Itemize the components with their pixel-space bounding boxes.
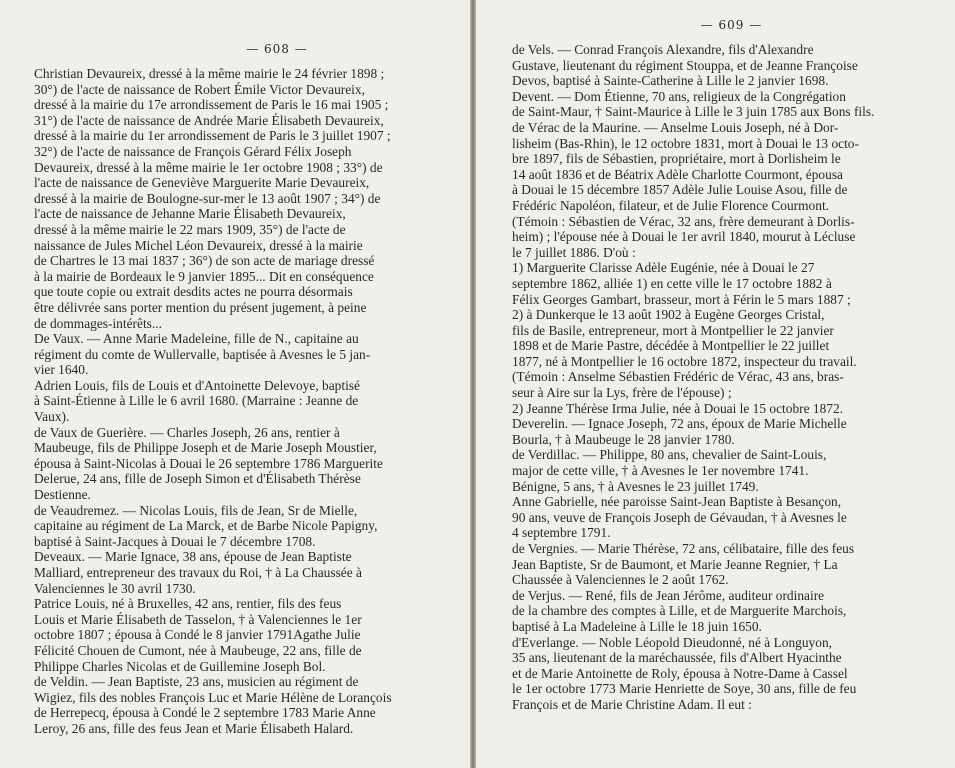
right-text-line: fils de Basile, entrepreneur, mort à Montpellier le 22 janvier [512, 322, 834, 338]
left-text-line: naissance de Jules Michel Léon Devaureix, dressé à la mairie [34, 237, 363, 253]
right-text-line: de Vergnies. — Marie Thérèse, 72 ans, célibataire, fille des feus [512, 541, 855, 556]
right-text-line: de Verjus. — René, fils de Jean Jérôme, auditeur ordinaire [512, 587, 825, 603]
right-text-line: de Saint-Maur, † Saint-Maurice à Lille le 3 juin 1785 aux Bons fils. [512, 104, 875, 120]
right-page-number: — 609 — [700, 18, 763, 32]
right-text-line: septembre 1862, alliée 1) en cette ville le 17 octobre 1882 à [512, 275, 832, 291]
left-text-line: Vaux). [34, 409, 70, 425]
left-text-line: Christian Devaureix, dressé à la même mairie le 24 février 1898 ; [34, 66, 385, 81]
left-text-line: dressé à la mairie du 1er arrondissement de Paris le 3 juillet 1907 ; [34, 128, 391, 144]
right-text-line: de Vérac de la Maurine. — Anselme Louis Joseph, né à Dor- [512, 119, 839, 135]
right-text-line: 1) Marguerite Clarisse Adèle Eugénie, née à Douai le 27 [512, 260, 815, 276]
right-text-line: 4 septembre 1791. [512, 525, 611, 541]
right-text-line: Devos, baptisé à Sainte-Catherine à Lille le 2 janvier 1698. [512, 73, 829, 89]
left-text-line: Félicité Chouen de Cumont, née à Maubeuge, 22 ans, fille de [34, 642, 362, 658]
left-text-line: De Vaux. — Anne Marie Madeleine, fille de N., capitaine au [34, 331, 359, 347]
right-text-line: (Témoin : Sébastien de Vérac, 32 ans, frère demeurant à Dorlis- [512, 213, 855, 229]
left-text-line: de dommages-intérêts... [34, 315, 162, 331]
left-text-line: de Chartres le 13 mai 1837 ; 36°) de son acte de mariage dressé [34, 253, 375, 269]
left-text-line: Louis et Marie Élisabeth de Tasselon, † à Valenciennes le 1er [34, 611, 362, 627]
right-text-line: le 1er octobre 1773 Marie Henriette de Soye, 30 ans, fille de feu [512, 681, 857, 697]
right-text-line: François et de Marie Christine Adam. Il eut : [512, 696, 752, 712]
right-text-line: d'Everlange. — Noble Léopold Dieudonné, né à Longuyon, [512, 634, 832, 650]
left-text-line: 31°) de l'acte de naissance de Andrée Marie Élisabeth Devaureix, [34, 112, 384, 128]
left-text-line: Destienne. [34, 487, 91, 503]
right-text-line: 2) à Dunkerque le 13 août 1902 à Eugène Georges Cristal, [512, 307, 825, 323]
right-text-line: Jean Baptiste, Sr de Baumont, et Marie Jeanne Regnier, † La [512, 556, 838, 572]
left-text-line: l'acte de naissance de Jehanne Marie Élisabeth Devaureix, [34, 206, 346, 222]
right-text-line: heim) ; l'épouse née à Douai le 1er avril 1840, mourut à Lécluse [512, 229, 856, 245]
left-text-line: Leroy, 26 ans, fille des feus Jean et Marie Élisabeth Halard. [34, 720, 354, 736]
right-text-line: à Douai le 15 décembre 1857 Adèle Julie Louise Asou, fille de [512, 182, 848, 198]
left-text-line: Delerue, 24 ans, fille de Joseph Simon et d'Élisabeth Thérèse [34, 471, 361, 487]
right-text-line: Bénigne, 5 ans, † à Avesnes le 23 juillet 1749. [512, 478, 759, 494]
right-text-line: Frédéric Napoléon, filateur, et de Julie Florence Courmont. [512, 197, 830, 213]
right-text-line: 1877, né à Montpellier le 16 octobre 1872, inspecteur du travail. [512, 353, 857, 369]
left-text-line: Wigiez, fils des nobles François Luc et Marie Hélène de Lorançois [34, 689, 392, 705]
right-text-line: 1898 et de Marie Pastre, décédée à Montpellier le 22 juillet [512, 338, 830, 354]
left-text-line: 30°) de l'acte de naissance de Robert Émile Victor Devaureix, [34, 81, 365, 97]
left-text-line: 32°) de l'acte de naissance de François Gérard Félix Joseph [34, 143, 352, 159]
right-text-line: lisheim (Bas-Rhin), le 12 octobre 1831, mort à Douai le 13 octo- [512, 135, 859, 151]
left-text-line: dressé à la mairie de Boulogne-sur-mer le 13 août 1907 ; 34°) de [34, 190, 381, 206]
left-text-line: octobre 1807 ; épousa à Condé le 8 janvier 1791Agathe Julie [34, 627, 361, 643]
right-text-line: Gustave, lieutenant du régiment Stouppa, et de Jeanne Françoise [512, 57, 858, 73]
left-text-line: baptisé à Saint-Jacques à Douai le 7 décembre 1708. [34, 533, 316, 549]
left-text-line: de Herrepecq, épousa à Condé le 2 septembre 1783 Marie Anne [34, 705, 376, 721]
left-text-line: Devaureix, dressé à la même mairie le 1er octobre 1908 ; 33°) de [34, 159, 383, 175]
left-text-line: Malliard, entrepreneur des travaux du Roi, † à La Chaussée à [34, 565, 362, 580]
left-text-line: à la mairie de Bordeaux le 9 janvier 1895... Dit en conséquence [34, 268, 374, 284]
left-text-line: dressé à la même mairie le 22 mars 1909, 35°) de l'acte de [34, 221, 346, 237]
left-text-line: de Veaudremez. — Nicolas Louis, fils de Jean, Sr de Mielle, [34, 502, 358, 518]
right-text-line: seur à Aire sur la Lys, frère de l'épouse) ; [512, 385, 732, 401]
left-text-line: régiment du comte de Wullervalle, baptisée à Avesnes le 5 jan- [34, 346, 371, 362]
left-text-line: vier 1640. [34, 362, 89, 378]
right-text-line: Bourla, † à Maubeuge le 28 janvier 1780. [512, 431, 735, 447]
left-text-line: l'acte de naissance de Geneviève Marguerite Marie Devaureix, [34, 175, 370, 191]
left-text-line: à Saint-Étienne à Lille le 6 avril 1680. (Marraine : Jeanne de [34, 393, 359, 409]
left-text-line: Valenciennes le 30 avril 1730. [34, 580, 196, 596]
right-text-line: Anne Gabrielle, née paroisse Saint-Jean Baptiste à Besançon, [512, 494, 842, 510]
right-page [476, 0, 955, 768]
right-text-line: de la chambre des comptes à Lille, et de Marguerite Marchois, [512, 603, 847, 619]
right-text-line: 90 ans, veuve de François Joseph de Gévaudan, † à Avesnes le [512, 509, 847, 525]
left-text-line: être délivrée sans porter mention du présent jugement, à peine [34, 299, 367, 315]
left-text-line: que toute copie ou extrait desdits actes ne pourra désormais [34, 284, 353, 300]
right-text-line: et de Marie Antoinette de Roly, épousa à Notre-Dame à Cassel [512, 665, 848, 681]
right-text-line: 14 août 1836 et de Béatrix Adèle Charlotte Courmont, épousa [512, 166, 843, 182]
right-text-line: Deverelin. — Ignace Joseph, 72 ans, époux de Marie Michelle [512, 416, 847, 432]
right-text-line: major de cette ville, † à Avesnes le 1er novembre 1741. [512, 463, 809, 479]
left-text-line: Maubeuge, fils de Philippe Joseph et de Marie Joseph Moustier, [34, 440, 377, 456]
right-text-line: Devent. — Dom Étienne, 70 ans, religieux de la Congrégation [512, 88, 846, 104]
left-page-number: — 608 — [246, 42, 308, 56]
left-text-line: Patrice Louis, né à Bruxelles, 42 ans, rentier, fils des feus [34, 596, 342, 612]
right-text-line: 2) Jeanne Thérèse Irma Julie, née à Douai le 15 octobre 1872. [512, 400, 844, 416]
left-page-text [34, 66, 460, 737]
right-text-line: (Témoin : Anselme Sébastien Frédéric de Vérac, 43 ans, bras- [512, 369, 844, 385]
right-text-line: le 7 juillet 1886. D'où : [512, 244, 636, 260]
left-page [0, 0, 470, 768]
right-text-line: 35 ans, lieutenant de la maréchaussée, fils d'Albert Hyacinthe [512, 650, 842, 666]
left-text-line: épousa à Saint-Nicolas à Douai le 26 septembre 1786 Marguerite [34, 455, 383, 471]
left-text-line: capitaine au régiment de La Marck, et de Barbe Nicole Papigny, [34, 518, 378, 534]
right-text-line: de Verdillac. — Philippe, 80 ans, chevalier de Saint-Louis, [512, 447, 827, 463]
right-text-line: Félix Georges Gambart, brasseur, mort à Férin le 5 mars 1887 ; [512, 291, 851, 307]
right-page-text [512, 42, 941, 713]
right-text-line: Chaussée à Valenciennes le 2 août 1762. [512, 572, 729, 588]
left-text-line: de Veldin. — Jean Baptiste, 23 ans, musicien au régiment de [34, 674, 359, 690]
right-text-line: de Vels. — Conrad François Alexandre, fils d'Alexandre [512, 42, 814, 57]
left-text-line: dressé à la mairie du 17e arrondissement de Paris le 16 mai 1905 ; [34, 97, 389, 113]
right-text-line: bre 1897, fils de Sébastien, propriétaire, mort à Dorlisheim le [512, 151, 841, 167]
right-text-line: baptisé à La Madeleine à Lille le 18 juin 1650. [512, 618, 762, 634]
left-text-line: Deveaux. — Marie Ignace, 38 ans, épouse de Jean Baptiste [34, 549, 352, 565]
left-text-line: de Vaux de Guerière. — Charles Joseph, 26 ans, rentier à [34, 424, 340, 440]
left-text-line: Philippe Charles Nicolas et de Guillemine Joseph Bol. [34, 658, 326, 674]
left-text-line: Adrien Louis, fils de Louis et d'Antoinette Delevoye, baptisé [34, 377, 360, 393]
